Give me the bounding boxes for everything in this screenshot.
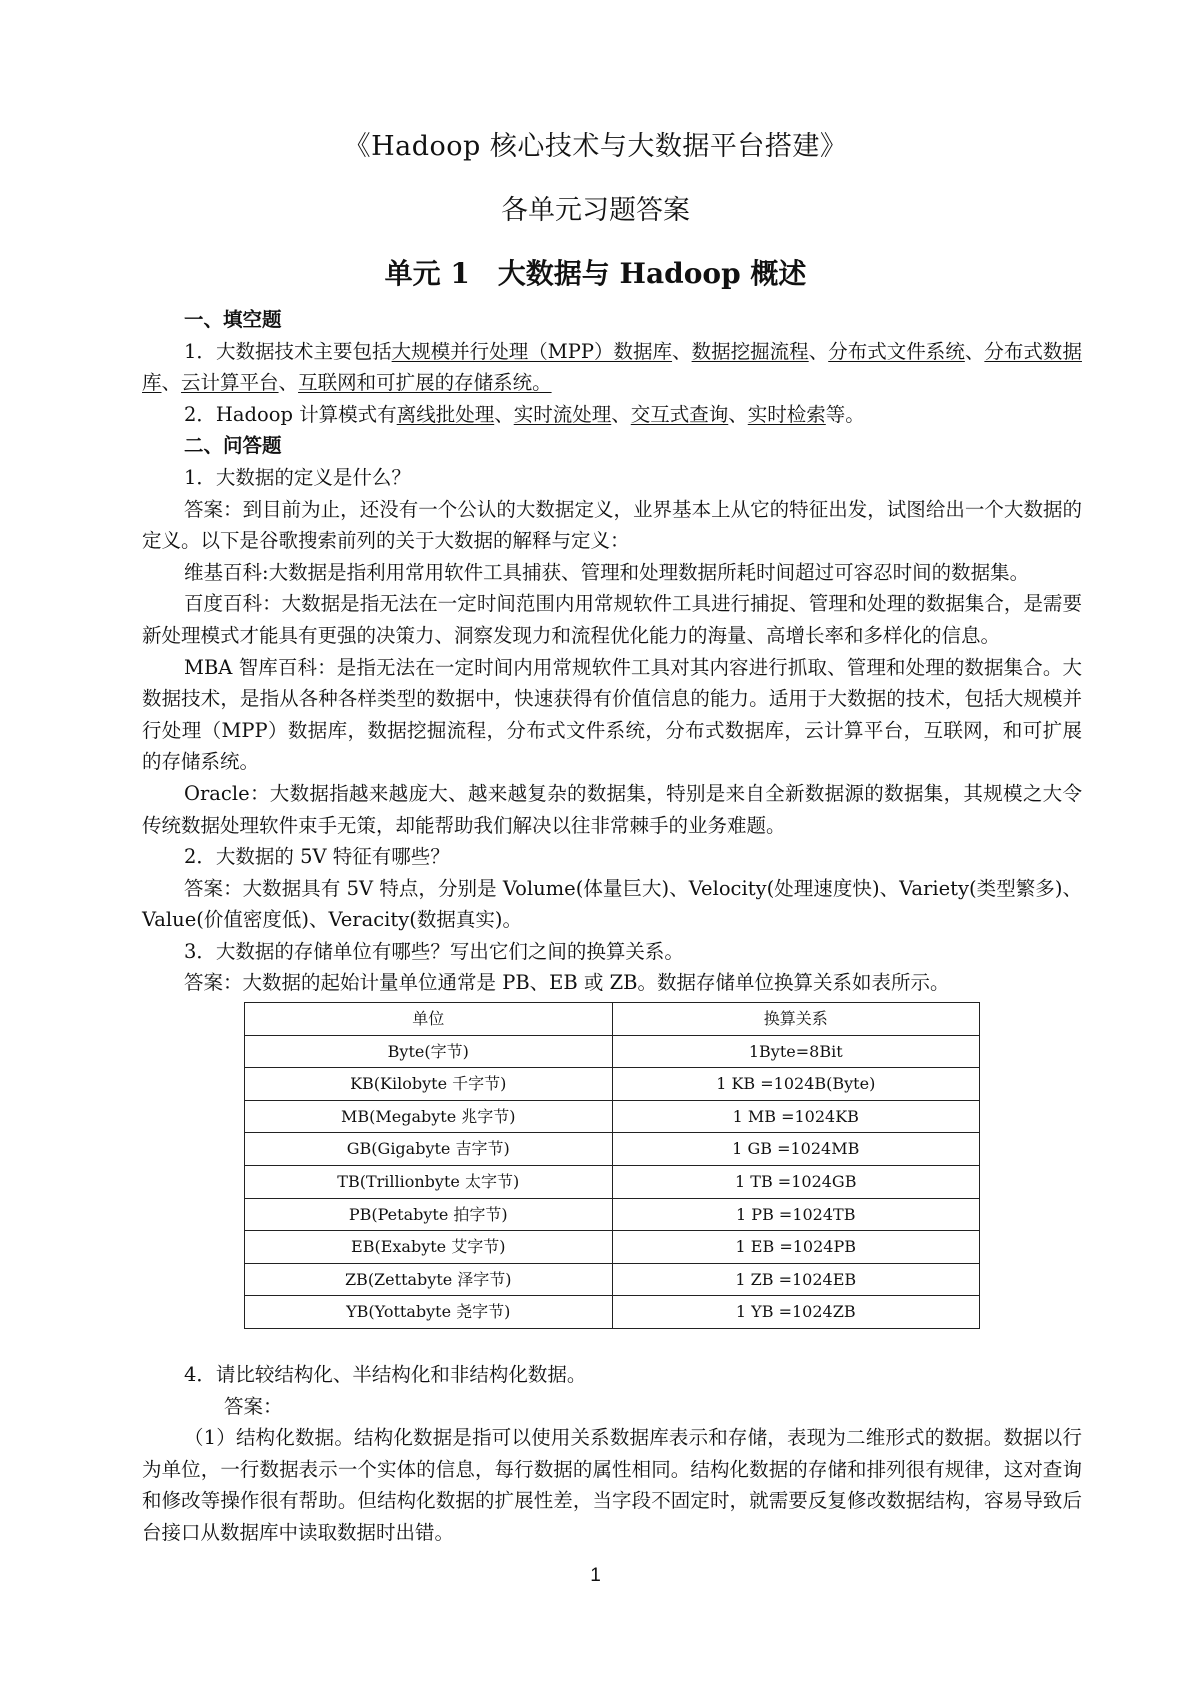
table-cell: 1 KB =1024B(Byte)	[612, 1068, 980, 1101]
table-cell: 1 EB =1024PB	[612, 1231, 980, 1264]
table-cell: 1 PB =1024TB	[612, 1198, 980, 1231]
table-header-row	[245, 1003, 980, 1036]
table-row	[245, 1068, 980, 1101]
table-cell: 1 YB =1024ZB	[612, 1296, 980, 1329]
table-cell: 1 ZB =1024EB	[612, 1263, 980, 1296]
table-row	[245, 1198, 980, 1231]
page-number: 1	[590, 1565, 601, 1586]
table-row	[245, 1231, 980, 1264]
qa-question-4: 4．请比较结构化、半结构化和非结构化数据。	[184, 1363, 587, 1386]
table-header-cell: 换算关系	[612, 1003, 980, 1036]
document-subtitle: 各单元习题答案	[501, 195, 690, 226]
answer-blank: 数据挖掘流程	[691, 339, 809, 363]
answer-blank: 离线批处理	[396, 402, 495, 426]
table-cell: Byte(字节)	[245, 1035, 613, 1068]
qa-answer-paragraph: 百度百科：大数据是指无法在一定时间范围内用常规软件工具进行捕捉、管理和处理的数据集合，是需要新处理模式才能具有更强的决策力、洞察发现力和流程优化能力的海量、高增长率和多样化的信息。	[142, 592, 1082, 647]
answer-blank: 分布式数据库	[142, 339, 1082, 395]
qa-answer-paragraph: （1）结构化数据。结构化数据是指可以使用关系数据库表示和存储，表现为二维形式的数据。数据以行为单位，一行数据表示一个实体的信息，每行数据的属性相同。结构化数据的存储和排列很有规律，这对查询和修改等操作很有帮助。但结构化数据的扩展性差，当字段不固定时，就需要反复修改数据结构，容易导致后台接口从数据库中读取数据时出错。	[142, 1426, 1082, 1544]
qa-answer-paragraph: MBA 智库百科：是指无法在一定时间内用常规软件工具对其内容进行抓取、管理和处理的数据集合。大数据技术，是指从各种各样类型的数据中，快速获得有价值信息的能力。适用于大数据的技术，包括大规模并行处理（MPP）数据库，数据挖掘流程，分布式文件系统，分布式数据库，云计算平台，互联网，和可扩展的存储系统。	[142, 655, 1082, 774]
table-row	[245, 1263, 980, 1296]
fill-blank-question-2: 2．Hadoop 计算模式有离线批处理、实时流处理、交互式查询、实时检索等。	[184, 402, 865, 426]
table-cell: YB(Yottabyte 尧字节)	[245, 1296, 613, 1329]
qa-question-2: 2．大数据的 5V 特征有哪些？	[184, 845, 450, 869]
table-cell: GB(Gigabyte 吉字节)	[245, 1133, 613, 1166]
answer-blank: 云计算平台	[181, 371, 279, 395]
qa-answer-paragraph: 维基百科:大数据是指利用常用软件工具捕获、管理和处理数据所耗时间超过可容忍时间的数据集。	[184, 560, 1030, 584]
answer-blank: 互联网和可扩展的存储系统。	[298, 371, 552, 395]
table-row	[245, 1166, 980, 1199]
qa-answer-paragraph: 答案：大数据具有 5V 特点，分别是 Volume(体量巨大)、Velocity(处理速度快)、Variety(类型繁多)、Value(价值密度低)、Veracity(数据真实)。	[142, 876, 1082, 932]
table-cell: 1Byte=8Bit	[612, 1035, 980, 1068]
table-cell: 1 MB =1024KB	[612, 1100, 980, 1133]
table-row	[245, 1035, 980, 1068]
section-heading-qa: 二、问答题	[184, 434, 282, 458]
table-cell: KB(Kilobyte 千字节)	[245, 1068, 613, 1101]
fill-blank-question-1: 1．大数据技术主要包括大规模并行处理（MPP）数据库、数据挖掘流程、分布式文件系统、分布式数据库、云计算平台、互联网和可扩展的存储系统。	[142, 339, 1082, 395]
qa-answer-paragraph: 答案：大数据的起始计量单位通常是 PB、EB 或 ZB。数据存储单位换算关系如表所示。	[184, 971, 950, 995]
unit-title: 单元 1 大数据与 Hadoop 概述	[384, 257, 807, 290]
table-cell: ZB(Zettabyte 泽字节)	[245, 1263, 613, 1296]
document-body	[142, 304, 1082, 1549]
table-cell: MB(Megabyte 兆字节)	[245, 1100, 613, 1133]
table-row	[245, 1100, 980, 1133]
table-row	[245, 1133, 980, 1166]
table-cell: EB(Exabyte 艾字节)	[245, 1231, 613, 1264]
qa-answer-paragraph: 答案：到目前为止，还没有一个公认的大数据定义，业界基本上从它的特征出发，试图给出一个大数据的定义。以下是谷歌搜索前列的关于大数据的解释与定义：	[142, 497, 1082, 553]
table-cell: TB(Trillionbyte 太字节)	[245, 1166, 613, 1199]
storage-units-table	[244, 1002, 980, 1329]
answer-blank: 交互式查询	[630, 402, 729, 426]
qa-question-3: 3．大数据的存储单位有哪些？写出它们之间的换算关系。	[184, 939, 684, 963]
table-cell: 1 TB =1024GB	[612, 1166, 980, 1199]
qa-answer-label: 答案：	[224, 1394, 283, 1418]
qa-question-1: 1．大数据的定义是什么？	[184, 465, 411, 489]
answer-blank: 实时检索	[747, 402, 826, 426]
section-heading-fill-blank: 一、填空题	[184, 308, 282, 331]
qa-answer-paragraph: Oracle：大数据指越来越庞大、越来越复杂的数据集，特别是来自全新数据源的数据集，其规模之大令传统数据处理软件束手无策，却能帮助我们解决以往非常棘手的业务难题。	[142, 781, 1082, 837]
answer-blank: 分布式文件系统	[828, 339, 965, 363]
table-cell: PB(Petabyte 拍字节)	[245, 1198, 613, 1231]
answer-blank: 大规模并行处理（MPP）数据库	[391, 339, 673, 363]
table-cell: 1 GB =1024MB	[612, 1133, 980, 1166]
table-header-cell: 单位	[245, 1003, 613, 1036]
book-title: 《Hadoop 核心技术与大数据平台搭建》	[343, 131, 848, 162]
table-row	[245, 1296, 980, 1329]
answer-blank: 实时流处理	[513, 402, 612, 426]
